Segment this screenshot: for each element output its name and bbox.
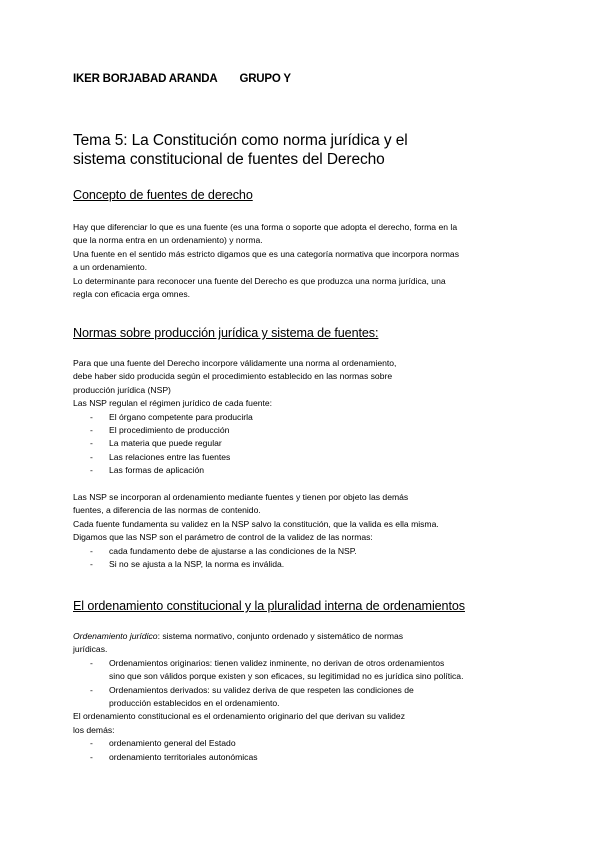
list-item xyxy=(73,737,533,750)
section-body-normas xyxy=(73,357,533,478)
list-dash: - xyxy=(90,657,93,668)
section-heading-concepto: Concepto de fuentes de derecho xyxy=(73,188,253,202)
paragraph-line: Las NSP regulan el régimen jurídico de cada fuente: xyxy=(73,398,273,409)
list-item-text: El procedimiento de producción xyxy=(109,425,230,436)
list-item-text: Las formas de aplicación xyxy=(109,465,205,476)
list-dash: - xyxy=(90,545,93,556)
section-body-concepto xyxy=(73,221,533,301)
author-name: IKER BORJABAD ARANDA xyxy=(73,73,218,85)
list-dash: - xyxy=(90,411,93,422)
list-dash: - xyxy=(90,438,93,449)
list-item-text: cada fundamento debe de ajustarse a las condiciones de la NSP. xyxy=(109,545,357,556)
section-body-ordenamiento xyxy=(73,630,533,764)
paragraph-line: Digamos que las NSP son el parámetro de control de la validez de las normas: xyxy=(73,532,373,543)
paragraph-line: Hay que diferenciar lo que es una fuente (es una forma o soporte que adopta el derecho, forma en la xyxy=(73,222,458,232)
nsp-validez-list xyxy=(73,545,533,572)
list-item-text: El órgano competente para producirla xyxy=(109,411,253,422)
list-item-text: sino que son válidos porque existen y son eficaces, su legitimidad no es jurídica sino política. xyxy=(109,671,464,682)
list-item xyxy=(73,558,533,571)
section-heading-ordenamiento: El ordenamiento constitucional y la pluralidad interna de ordenamientos xyxy=(73,599,465,613)
list-item-text: Si no se ajusta a la NSP, la norma es inválida. xyxy=(109,559,285,570)
ordenamientos-list xyxy=(73,657,533,711)
list-item xyxy=(73,424,533,437)
title-line-1: Tema 5: La Constitución como norma jurídica y el xyxy=(73,132,408,149)
paragraph-line: a un ordenamiento. xyxy=(73,262,148,273)
paragraph-line: Una fuente en el sentido más estricto digamos que es una categoría normativa que incorpora normas xyxy=(73,248,459,259)
list-item xyxy=(73,684,533,711)
document-header xyxy=(73,73,291,85)
paragraph-line xyxy=(73,630,533,643)
paragraph-line: producción jurídica (NSP) xyxy=(73,384,171,395)
list-item xyxy=(73,451,533,464)
paragraph-line: Para que una fuente del Derecho incorpore válidamente una norma al ordenamiento, xyxy=(73,358,397,368)
list-dash: - xyxy=(90,451,93,462)
paragraph-line: Las NSP se incorporan al ordenamiento mediante fuentes y tienen por objeto las demás xyxy=(73,492,409,502)
paragraph-line: Cada fuente fundamenta su validez en la NSP salvo la constitución, que la valida es ella misma. xyxy=(73,518,439,529)
list-item xyxy=(73,751,533,764)
list-dash: - xyxy=(90,751,93,762)
list-item-text: Ordenamientos derivados: su validez deriva de que respeten las condiciones de xyxy=(109,684,414,695)
list-item-text: ordenamiento territoriales autonómicas xyxy=(109,751,258,762)
section-body-normas-2 xyxy=(73,491,533,571)
list-dash: - xyxy=(90,559,93,570)
paragraph-line: El ordenamiento constitucional es el ordenamiento originario del que derivan su validez xyxy=(73,711,406,722)
list-item-text: ordenamiento general del Estado xyxy=(109,738,236,749)
paragraph-line: que la norma entra en un ordenamiento) y norma. xyxy=(73,235,263,246)
list-item-text: Ordenamientos originarios: tienen validez inminente, no derivan de otros ordenamientos xyxy=(109,657,445,668)
section-heading-normas: Normas sobre producción jurídica y sistema de fuentes: xyxy=(73,326,379,340)
nsp-regimen-list xyxy=(73,411,533,478)
paragraph-line: los demás: xyxy=(73,724,115,735)
list-item xyxy=(73,545,533,558)
paragraph-line: jurídicas. xyxy=(73,644,108,655)
term-ordenamiento: Ordenamiento jurídico xyxy=(73,631,158,641)
paragraph-line: Lo determinante para reconocer una fuente del Derecho es que produzca una norma jurídica, una xyxy=(73,275,446,286)
title-line-2: sistema constitucional de fuentes del Derecho xyxy=(73,151,385,168)
group-label: GRUPO Y xyxy=(239,73,291,85)
list-item-text: La materia que puede regular xyxy=(109,438,222,449)
term-definition: : sistema normativo, conjunto ordenado y sistemático de normas xyxy=(157,631,404,641)
paragraph-line: fuentes, a diferencia de las normas de contenido. xyxy=(73,505,261,516)
list-dash: - xyxy=(90,465,93,476)
document-title xyxy=(73,131,408,169)
list-dash: - xyxy=(90,425,93,436)
derived-ordenamientos-list xyxy=(73,737,533,764)
list-item xyxy=(73,657,533,684)
list-item-text: producción establecidos en el ordenamiento. xyxy=(109,698,280,709)
list-item xyxy=(73,464,533,477)
list-item xyxy=(73,437,533,450)
list-dash: - xyxy=(90,684,93,695)
list-dash: - xyxy=(90,738,93,749)
paragraph-line: regla con eficacia erga omnes. xyxy=(73,289,191,300)
list-item xyxy=(73,411,533,424)
list-item-text: Las relaciones entre las fuentes xyxy=(109,451,231,462)
paragraph-line: debe haber sido producida según el procedimiento establecido en las normas sobre xyxy=(73,371,393,382)
